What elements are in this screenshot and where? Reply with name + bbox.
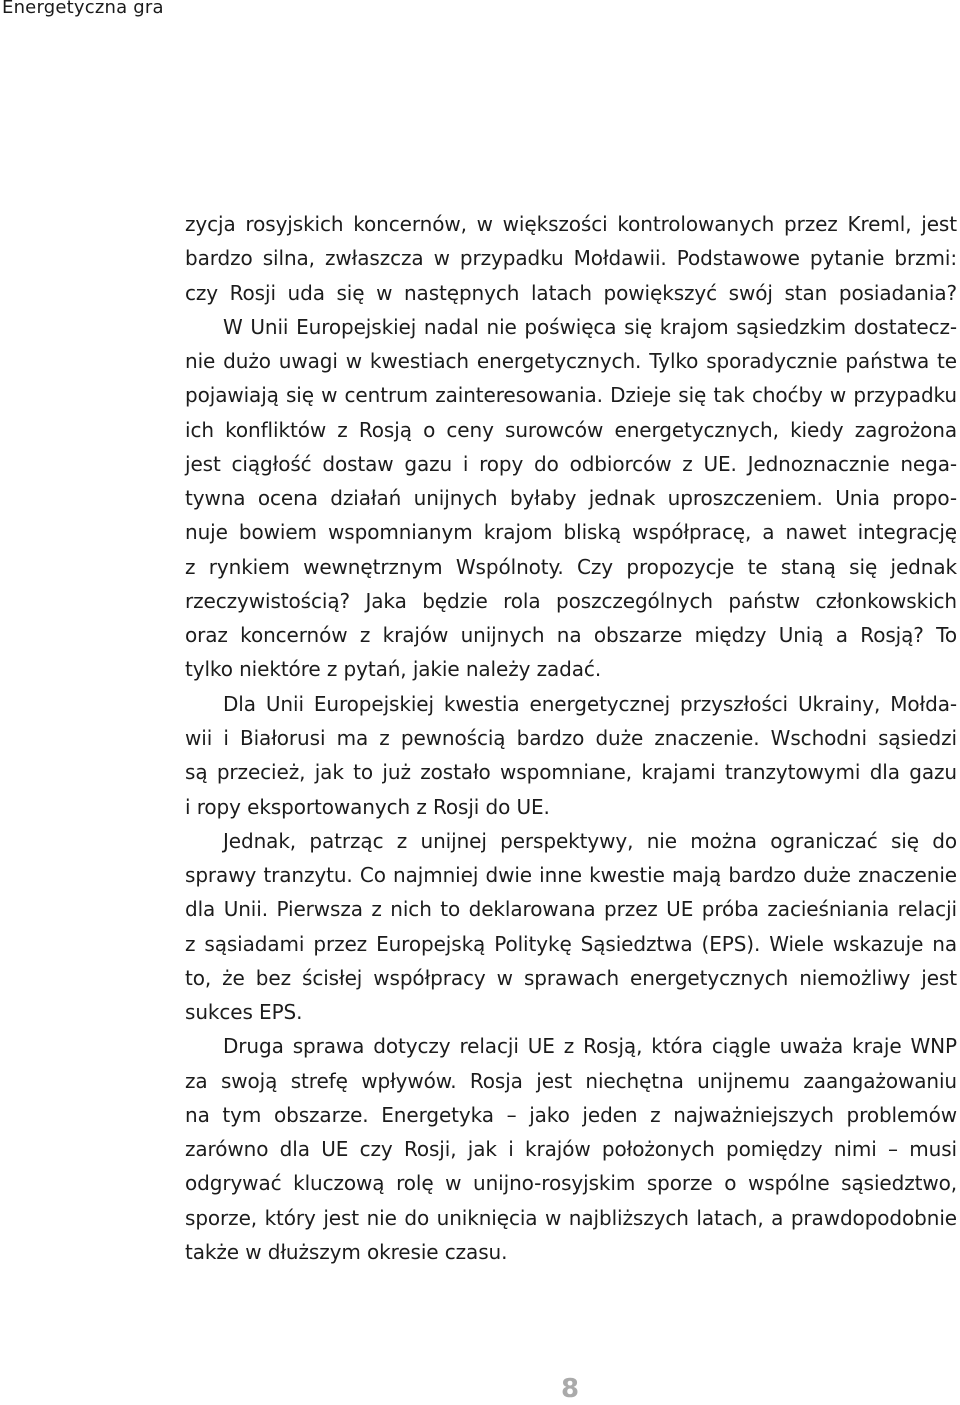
text-line: z sąsiadami przez Europejską Politykę Sąsiedztwa (EPS). Wiele wskazuje na: [185, 931, 957, 956]
text-line: sporze, który jest nie do uniknięcia w najbliższych latach, a prawdopodobnie: [185, 1205, 957, 1230]
text-line: nuje bowiem wspomnianym krajom bliską współpracę, a nawet integrację: [185, 520, 957, 545]
text-line: Druga sprawa dotyczy relacji UE z Rosją, która ciągle uważa kraje WNP: [223, 1034, 957, 1059]
text-line: oraz koncernów z krajów unijnych na obszarze między Unią a Rosją? To: [185, 623, 957, 648]
text-line: także w dłuższym okresie czasu.: [185, 1239, 508, 1264]
text-line: pojawiają się w centrum zainteresowania. Dzieje się tak choćby w przypadku: [185, 383, 957, 408]
text-line: bardzo silna, zwłaszcza w przypadku Mołdawii. Podstawowe pytanie brzmi:: [185, 246, 957, 271]
text-line: nie dużo uwagi w kwestiach energetycznych. Tylko sporadycznie państwa te: [185, 349, 957, 374]
text-line: są przecież, jak to już zostało wspomniane, krajami tranzytowymi dla gazu: [185, 760, 957, 785]
text-line: sukces EPS.: [185, 1000, 303, 1025]
text-line: zycja rosyjskich koncernów, w większości kontrolowanych przez Kreml, jest: [185, 212, 957, 236]
text-line: tylko niektóre z pytań, jakie należy zadać.: [185, 657, 602, 682]
text-line: Dla Unii Europejskiej kwestia energetycznej przyszłości Ukrainy, Mołda-: [223, 691, 957, 716]
text-line: to, że bez ścisłej współpracy w sprawach energetycznych niemożliwy jest: [185, 965, 957, 990]
text-line: na tym obszarze. Energetyka – jako jeden z najważniejszych problemów: [185, 1102, 957, 1127]
text-line: czy Rosji uda się w następnych latach powiększyć swój stan posiadania?: [185, 280, 957, 305]
text-line: rzeczywistością? Jaka będzie rola poszczególnych państw członkowskich: [185, 588, 957, 613]
text-line: W Unii Europejskiej nadal nie poświęca się krajom sąsiedzkim dostatecz-: [223, 314, 957, 339]
text-line: za swoją strefę wpływów. Rosja jest niechętna unijnemu zaangażowaniu: [185, 1068, 957, 1093]
page-number: 8: [560, 1374, 580, 1404]
text-line: Jednak, patrząc z unijnej perspektywy, nie można ograniczać się do: [223, 828, 957, 853]
text-line: ich konfliktów z Rosją o ceny surowców energetycznych, kiedy zagrożona: [185, 417, 957, 442]
text-line: tywna ocena działań unijnych byłaby jednak uproszczeniem. Unia propo-: [185, 486, 957, 511]
body-text: [185, 207, 957, 1269]
text-line: sprawy tranzytu. Co najmniej dwie inne kwestie mają bardzo duże znaczenie: [185, 863, 957, 888]
text-line: zarówno dla UE czy Rosji, jak i krajów położonych pomiędzy nimi – musi: [185, 1137, 957, 1162]
text-line: dla Unii. Pierwsza z nich to deklarowana przez UE próba zacieśniania relacji: [185, 897, 957, 922]
text-line: odgrywać kluczową rolę w unijno-rosyjskim sporze o wspólne sąsiedztwo,: [185, 1171, 957, 1196]
text-line: wii i Białorusi ma z pewnością bardzo duże znaczenie. Wschodni sąsiedzi: [185, 725, 957, 750]
text-line: jest ciągłość dostaw gazu i ropy do odbiorców z UE. Jednoznacznie nega-: [185, 451, 957, 476]
running-header: Energetyczna gra: [2, 0, 164, 18]
text-line: i ropy eksportowanych z Rosji do UE.: [185, 794, 550, 819]
text-line: z rynkiem wewnętrznym Wspólnoty. Czy propozycje te staną się jednak: [185, 554, 957, 579]
